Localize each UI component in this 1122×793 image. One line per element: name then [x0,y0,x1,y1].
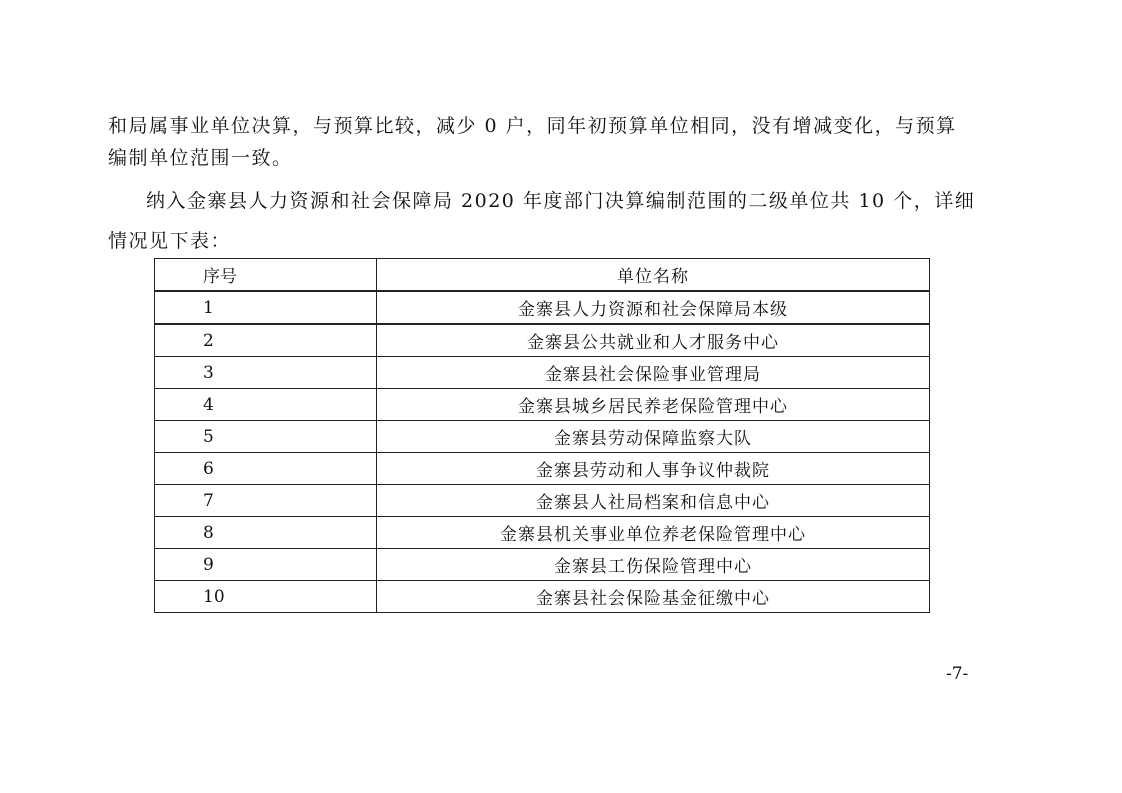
row-index: 9 [155,549,377,581]
table-row [155,453,930,485]
row-index: 3 [155,357,377,389]
table-header-row [155,259,930,292]
row-index: 4 [155,389,377,421]
page-number: -7- [946,664,969,684]
row-index: 10 [155,581,377,613]
row-unit-name: 金寨县公共就业和人才服务中心 [377,324,930,357]
row-unit-name: 金寨县社会保险事业管理局 [377,357,930,389]
row-index: 2 [155,324,377,357]
table-row [155,389,930,421]
row-unit-name: 金寨县人社局档案和信息中心 [377,485,930,517]
table-row [155,549,930,581]
table-row [155,421,930,453]
table-row [155,324,930,357]
paragraph-1-line-2: 编制单位范围一致。 [108,147,293,169]
row-unit-name: 金寨县工伤保险管理中心 [377,549,930,581]
header-unit-name: 单位名称 [377,259,930,292]
table-row [155,291,930,324]
row-index: 7 [155,485,377,517]
row-unit-name: 金寨县机关事业单位养老保险管理中心 [377,517,930,549]
row-index: 5 [155,421,377,453]
row-index: 8 [155,517,377,549]
row-unit-name: 金寨县城乡居民养老保险管理中心 [377,389,930,421]
units-table [154,258,930,613]
header-index: 序号 [155,259,377,292]
paragraph-2-line-2: 情况见下表： [108,230,232,252]
row-unit-name: 金寨县劳动保障监察大队 [377,421,930,453]
table-row [155,581,930,613]
table-row [155,517,930,549]
row-index: 6 [155,453,377,485]
row-unit-name: 金寨县人力资源和社会保障局本级 [377,291,930,324]
paragraph-1-line-1: 和局属事业单位决算，与预算比较，减少 0 户，同年初预算单位相同，没有增减变化，与预算 [108,115,957,137]
row-unit-name: 金寨县劳动和人事争议仲裁院 [377,453,930,485]
paragraph-2-line-1: 纳入金寨县人力资源和社会保障局 2020 年度部门决算编制范围的二级单位共 10 个，详细 [146,190,976,212]
table-row [155,485,930,517]
table-row [155,357,930,389]
row-index: 1 [155,291,377,324]
row-unit-name: 金寨县社会保险基金征缴中心 [377,581,930,613]
